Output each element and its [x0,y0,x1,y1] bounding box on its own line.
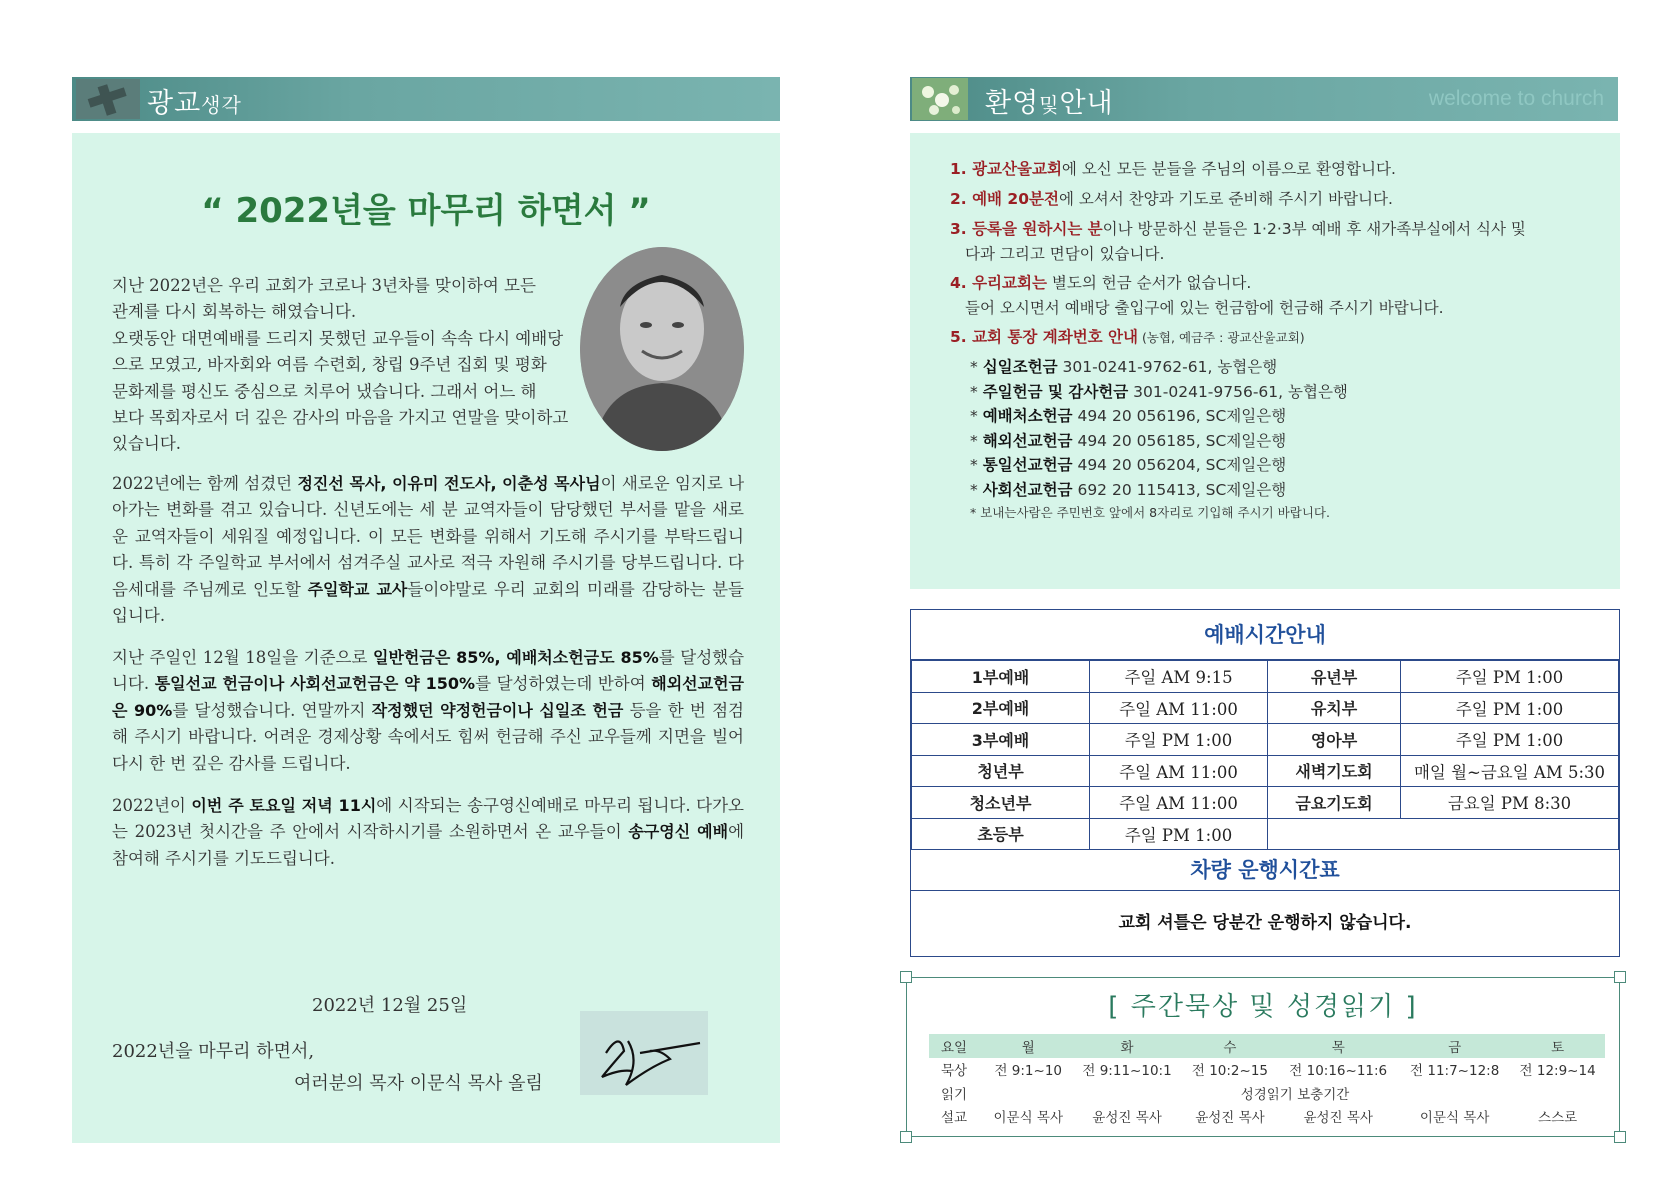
account-row: * 십일조헌금 301-0241-9762-61, 농협은행 [970,358,1278,376]
table-row: 2부예배 주일 AM 11:00 유치부 주일 PM 1:00 [912,692,1619,724]
paragraph-2: 2022년에는 함께 섬겼던 정진선 목사, 이유미 전도사, 이춘성 목사님이 새로운 임지로 나아가는 변화를 겪고 있습니다. 신년도에는 세 분 교역자들이 담당했던 부서를 맡을 새로운 교역자들이 세워질 예정입니다. 이 모든 변화를 위해서 기도해 주시기를 부탁드립니다. 특히 각 주일학교 부서에서 섬겨주실 교사로 적극 자원해 주시기를 당부드립니다. 다음세대를 주님께로 인도할 주일학교 교사들이야말로 우리 교회의 미래를 감당하는 분들입니다. [112,474,745,626]
letter-date: 2022년 12월 25일 [312,995,468,1016]
welcome-notice-panel [910,133,1620,589]
vehicle-schedule-text: 교회 셔틀은 당분간 운행하지 않습니다. [1118,913,1412,933]
paragraph-1: 지난 2022년은 우리 교회가 코로나 3년차를 맞이하여 모든 관계를 다시 회복하는 해였습니다. 오랫동안 대면예배를 드리지 못했던 교우들이 속속 다시 예배당 으로 모였고, 바자회와 여름 수련회, 창립 9주년 집회 및 평화 문화제를 평신도 중심으로 치루어 냈습니다. 그래서 어느 해 보다 목회자로서 더 깊은 감사의 마음을 가지고 연말을 맞이하고 있습니다. [112,276,569,454]
weekly-reading-box [906,977,1620,1137]
account-row: * 예배처소헌금 494 20 056196, SC제일은행 [970,407,1287,425]
frame-corner [1614,971,1626,983]
table-row: 설교 이문식 목사 윤성진 목사 윤성진 목사 윤성진 목사 이문식 목사 스스로 [941,1110,1578,1127]
bank-account-list [970,355,1348,502]
column-headline: “ 2022년을 마무리 하면서 ” [201,191,651,231]
left-header-title: 광교생각 [147,88,242,119]
reading-title: [ 주간묵상 및 성경읽기 ] [1108,992,1418,1022]
notice-1: 1. 광교산울교회에 오신 모든 분들을 주님의 이름으로 환영합니다. [950,160,1396,178]
account-row: * 통일선교헌금 494 20 056204, SC제일은행 [970,456,1287,474]
notice-5: 5. 교회 통장 계좌번호 안내 (농협, 예금주 : 광교산울교회) [950,328,1305,346]
pastor-column-panel [72,133,780,1143]
frame-corner [900,1131,912,1143]
reading-table [929,1034,1605,1128]
cross-icon [76,79,140,119]
notice-3: 3. 등록을 원하시는 분이나 방문하신 분들은 1·2·3부 예배 후 새가족부실에서 식사 및 다과 그리고 면담이 있습니다. [950,220,1526,263]
right-header-title: 환영및안내 [985,88,1114,119]
right-section-header [910,77,1618,121]
frame-corner [1614,1131,1626,1143]
account-row: * 해외선교헌금 494 20 056185, SC제일은행 [970,431,1287,450]
worship-schedule [910,609,1620,957]
table-row: 청소년부 주일 AM 11:00 금요기도회 금요일 PM 8:30 [912,787,1619,819]
left-section-header [72,77,780,121]
table-row: 읽기 성경읽기 보충기간 [941,1086,1350,1103]
header-subtitle: welcome to church [1428,87,1604,110]
table-row: 청년부 주일 AM 11:00 새벽기도회 매일 월~금요일 AM 5:30 [912,755,1619,787]
worship-title: 예배시간안내 [911,610,1619,660]
table-row: 묵상 전 9:1~10 전 9:11~10:1 전 10:2~15 전 10:16~11:6 전 11:7~12:8 전 12:9~14 [941,1063,1596,1080]
closing-line: 2022년을 마무리 하면서, [112,1041,315,1062]
worship-table [911,660,1619,850]
signature-image [580,1011,708,1095]
pastor-signoff: 여러분의 목자 이문식 목사 올림 [294,1073,543,1094]
table-header-row: 요일 월 화 수 목 금 토 [929,1034,1605,1058]
notice-2: 2. 예배 20분전에 오셔서 찬양과 기도로 준비해 주시기 바랍니다. [950,190,1393,208]
flower-icon [912,78,968,120]
account-row: * 주일헌금 및 감사헌금 301-0241-9756-61, 농협은행 [970,382,1348,401]
account-row: * 사회선교헌금 692 20 115413, SC제일은행 [970,480,1287,499]
table-row: 초등부 주일 PM 1:00 [912,818,1619,850]
vehicle-schedule-title: 차량 운행시간표 [911,849,1619,891]
table-row: 3부예배 주일 PM 1:00 영아부 주일 PM 1:00 [912,724,1619,756]
frame-corner [900,971,912,983]
notice-4: 4. 우리교회는 별도의 헌금 순서가 없습니다. 들어 오시면서 예배당 출입구에 있는 헌금함에 헌금해 주시기 바랍니다. [950,274,1444,317]
table-row: 1부예배 주일 AM 9:15 유년부 주일 PM 1:00 [912,661,1619,693]
paragraph-3: 지난 주일인 12월 18일을 기준으로 일반헌금은 85%, 예배처소헌금도 85%를 달성했습니다. 통일선교 헌금이나 사회선교헌금은 약 150%를 달성하였는데 반하여 해외선교헌금은 90%를 달성했습니다. 연말까지 작정했던 약정헌금이나 십일조 헌금 등을 한 번 점검해 주시기 바랍니다. 어려운 경제상황 속에서도 힘써 헌금해 주신 교우들께 지면을 빌어 다시 한 번 깊은 감사를 드립니다. [112,648,745,773]
account-footnote: * 보내는사람은 주민번호 앞에서 8자리로 기입해 주시기 바랍니다. [970,505,1330,520]
paragraph-4: 2022년이 이번 주 토요일 저녁 11시에 시작되는 송구영신예배로 마무리 됩니다. 다가오는 2023년 첫시간을 주 안에서 시작하시기를 소원하면서 온 교우들이 송구영신 예배에 참여해 주시기를 기도드립니다. [112,796,745,868]
